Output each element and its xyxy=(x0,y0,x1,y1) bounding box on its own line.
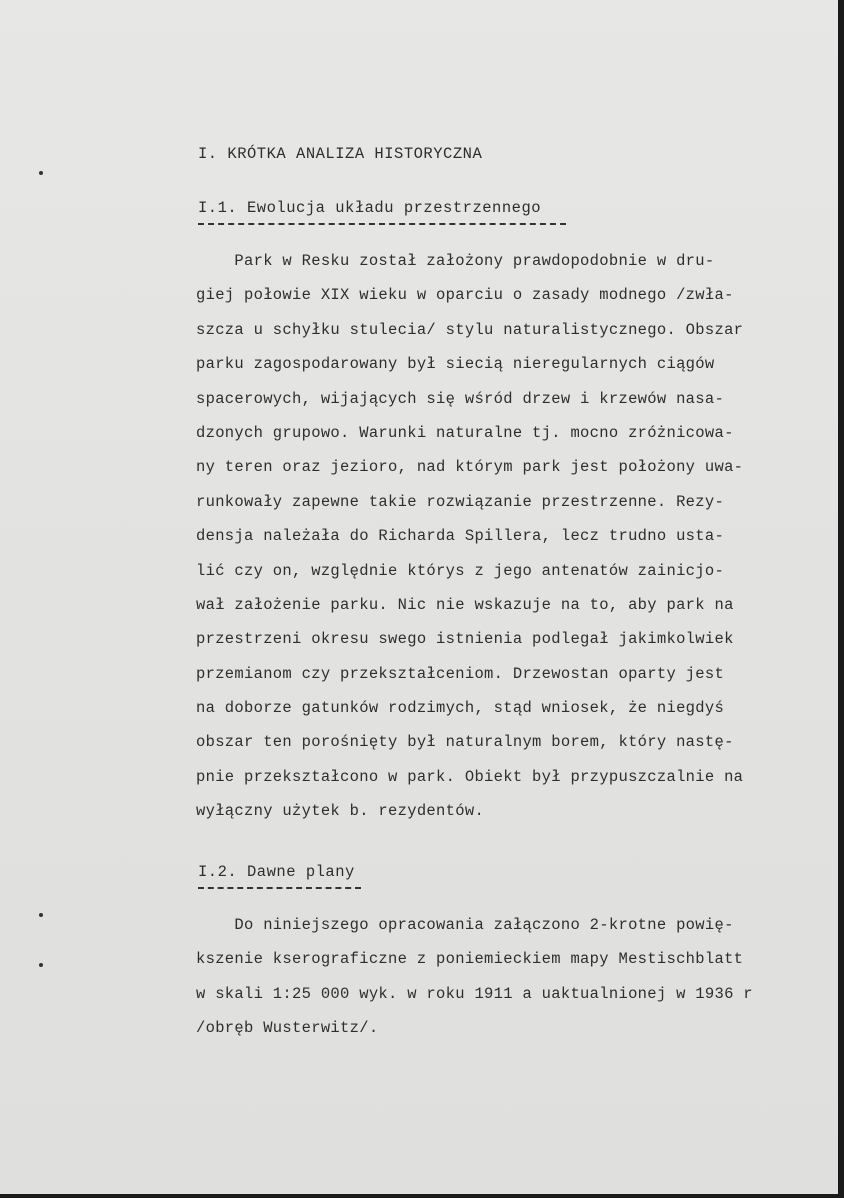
paragraph-line: dzonych grupowo. Warunki naturalne tj. mocno zróżnicowa- xyxy=(196,423,734,442)
paragraph-line: Park w Resku został założony prawdopodobnie w dru- xyxy=(196,252,715,270)
paragraph-line: ny teren oraz jezioro, nad którym park jest położony uwa- xyxy=(196,458,744,477)
section-heading-old-plans: I.2. Dawne plany xyxy=(198,863,355,881)
section-paragraph-old-plans xyxy=(196,908,806,1046)
paragraph-line: runkowały zapewne takie rozwiązanie przestrzenne. Rezy- xyxy=(196,492,725,511)
paragraph-line: wyłączny użytek b. rezydentów. xyxy=(196,802,485,821)
paragraph-line: densja należała do Richarda Spillera, lecz trudno usta- xyxy=(196,527,725,546)
paragraph-line: pnie przekształcono w park. Obiekt był przypuszczalnie na xyxy=(196,767,744,786)
paragraph-line: /obręb Wusterwitz/. xyxy=(196,1019,379,1038)
margin-dot xyxy=(39,913,43,917)
paragraph-line: przemianom czy przekształceniom. Drzewostan oparty jest xyxy=(196,664,725,683)
paragraph-line: wał założenie parku. Nic nie wskazuje na to, aby park na xyxy=(196,595,734,614)
section-paragraph-evolution xyxy=(196,244,806,829)
paragraph-line: lić czy on, względnie którys z jego antenatów zainicjo- xyxy=(196,561,725,580)
heading-underline xyxy=(198,223,566,225)
paragraph-line: na doborze gatunków rodzimych, stąd wniosek, że niegdyś xyxy=(196,699,725,718)
paragraph-line: spacerowych, wijających się wśród drzew i krzewów nasa- xyxy=(196,389,725,408)
paragraph-line: kszenie kserograficzne z poniemieckiem mapy Mestischblatt xyxy=(196,950,744,969)
paragraph-line: przestrzeni okresu swego istnienia podlegał jakimkolwiek xyxy=(196,630,734,649)
chapter-heading: I. KRÓTKA ANALIZA HISTORYCZNA xyxy=(198,145,483,163)
paragraph-line: obszar ten porośnięty był naturalnym borem, który nastę- xyxy=(196,733,734,752)
paragraph-line: szcza u schyłku stulecia/ stylu naturalistycznego. Obszar xyxy=(196,320,744,339)
section-heading-evolution: I.1. Ewolucja układu przestrzennego xyxy=(198,199,542,217)
paragraph-line: Do niniejszego opracowania załączono 2-krotne powię- xyxy=(196,916,734,934)
margin-dot xyxy=(39,963,43,967)
paragraph-line: w skali 1:25 000 wyk. w roku 1911 a uaktualnionej w 1936 r xyxy=(196,984,753,1003)
heading-underline xyxy=(198,887,361,889)
paragraph-line: giej połowie XIX wieku w oparciu o zasady modnego /zwła- xyxy=(196,286,734,305)
scan-edge-bottom xyxy=(0,1194,844,1198)
paragraph-line: parku zagospodarowany był siecią nieregularnych ciągów xyxy=(196,355,715,374)
margin-dot xyxy=(39,171,43,175)
scan-edge-right xyxy=(838,0,844,1198)
